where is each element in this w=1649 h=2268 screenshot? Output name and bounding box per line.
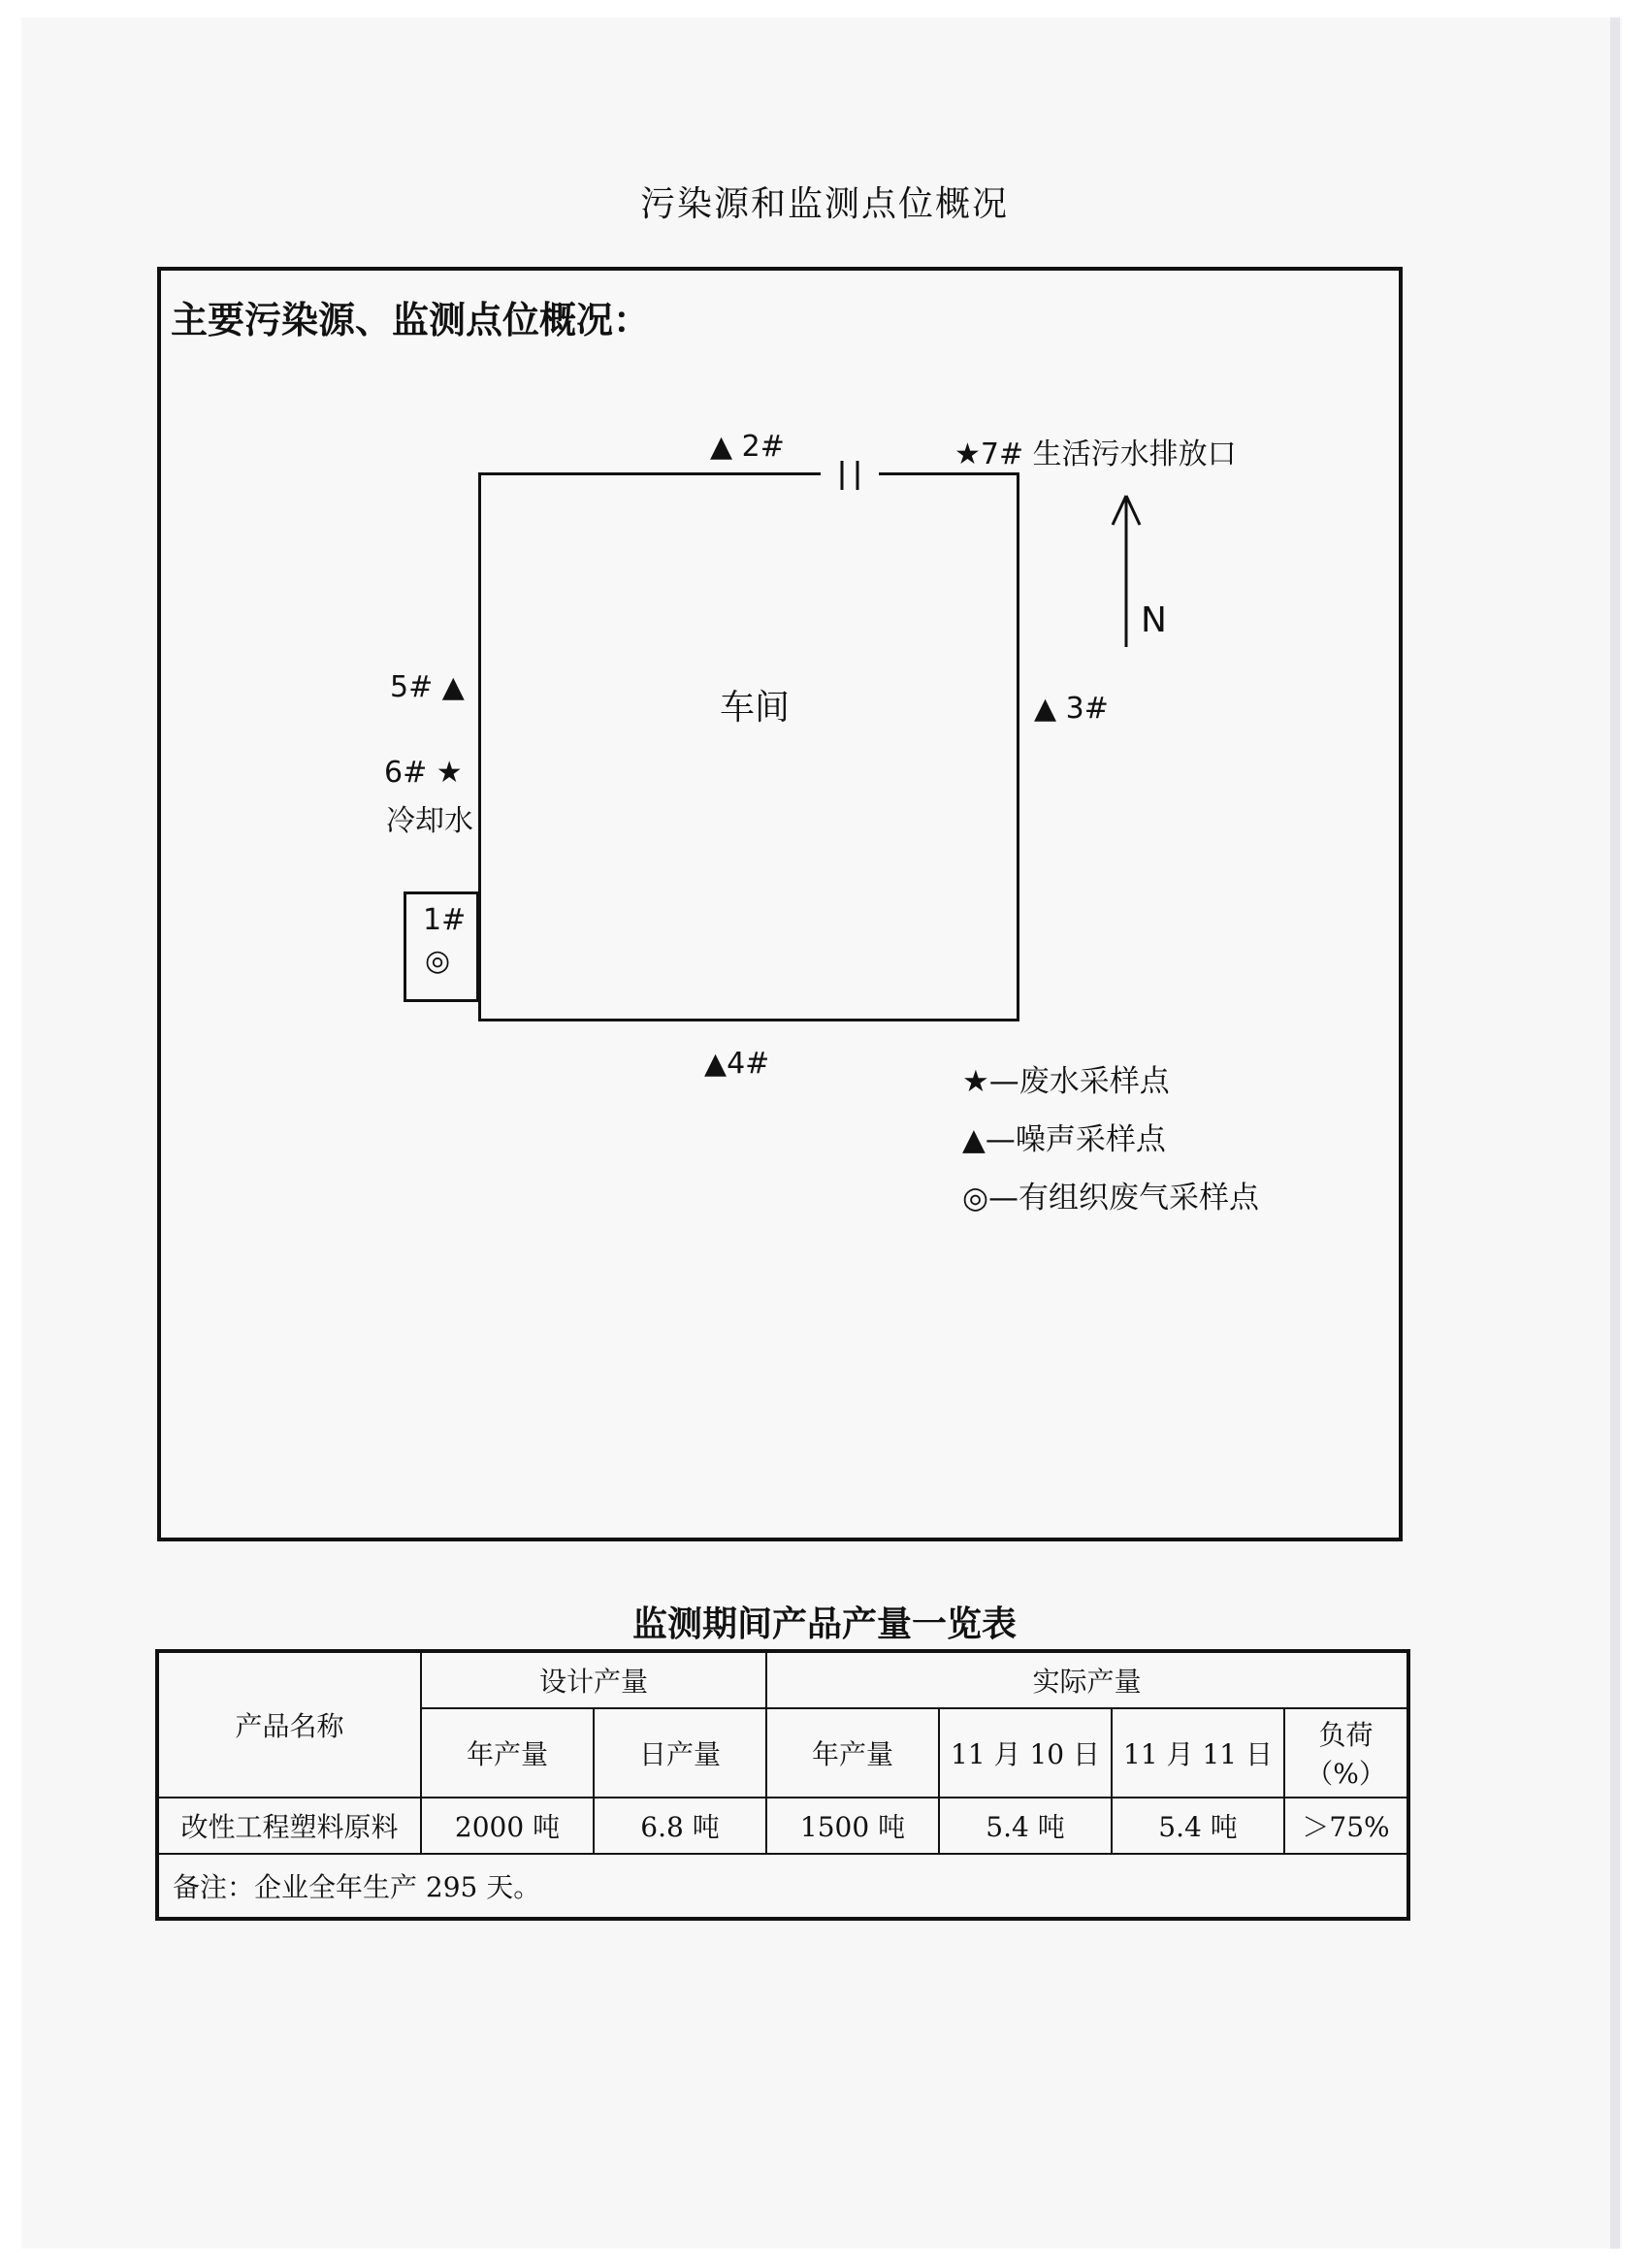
header-load-line2: （%）	[1306, 1758, 1386, 1790]
monitoring-diagram	[157, 267, 1403, 1541]
production-table	[155, 1649, 1410, 1921]
discharge-pipe-symbol	[821, 459, 879, 492]
point-3-label: ▲ 3#	[1034, 692, 1109, 726]
table-row	[157, 1798, 1408, 1854]
point-2-label: ▲ 2#	[710, 430, 785, 464]
cell-load: ＞75%	[1284, 1798, 1408, 1854]
legend-exhaust-gas: ◎—有组织废气采样点	[962, 1181, 1260, 1215]
cell-day-1: 5.4 吨	[939, 1798, 1112, 1854]
table-note: 备注：企业全年生产 295 天。	[157, 1854, 1408, 1919]
point-1-symbol: ◎	[425, 944, 451, 978]
header-design-annual: 年产量	[421, 1708, 594, 1798]
cell-design-daily: 6.8 吨	[594, 1798, 766, 1854]
header-actual-annual: 年产量	[766, 1708, 939, 1798]
header-actual-output: 实际产量	[766, 1651, 1408, 1708]
cell-actual-annual: 1500 吨	[766, 1798, 939, 1854]
north-label: N	[1141, 600, 1167, 640]
cell-day-2: 5.4 吨	[1112, 1798, 1284, 1854]
legend-wastewater: ★—废水采样点	[962, 1064, 1170, 1099]
page-title: 污染源和监测点位概况	[639, 184, 1009, 224]
point-4-label: ▲4#	[704, 1047, 770, 1081]
cell-design-annual: 2000 吨	[421, 1798, 594, 1854]
header-day-2: 11 月 11 日	[1112, 1708, 1284, 1798]
header-day-1: 11 月 10 日	[939, 1708, 1112, 1798]
header-load	[1284, 1708, 1408, 1798]
header-load-line1: 负荷	[1318, 1719, 1374, 1751]
point-7-label: ★7# 生活污水排放口	[954, 437, 1237, 471]
diagram-heading: 主要污染源、监测点位概况：	[171, 299, 651, 341]
legend-noise: ▲—噪声采样点	[962, 1122, 1166, 1157]
table-note-row	[157, 1854, 1408, 1919]
table-header-row	[157, 1651, 1408, 1708]
table-title: 监测期间产品产量一览表	[631, 1604, 1017, 1644]
cell-product: 改性工程塑料原料	[157, 1798, 421, 1854]
paper-edge	[1610, 17, 1620, 2249]
point-5-label: 5# ▲	[390, 670, 465, 704]
point-1-label: 1#	[423, 903, 467, 937]
point-6-note: 冷却水	[386, 804, 473, 838]
point-6-label: 6# ★	[384, 756, 463, 790]
workshop-outline	[478, 472, 1019, 1021]
workshop-label: 车间	[720, 688, 791, 728]
header-design-daily: 日产量	[594, 1708, 766, 1798]
header-design-output: 设计产量	[421, 1651, 766, 1708]
header-product-name: 产品名称	[157, 1651, 421, 1798]
